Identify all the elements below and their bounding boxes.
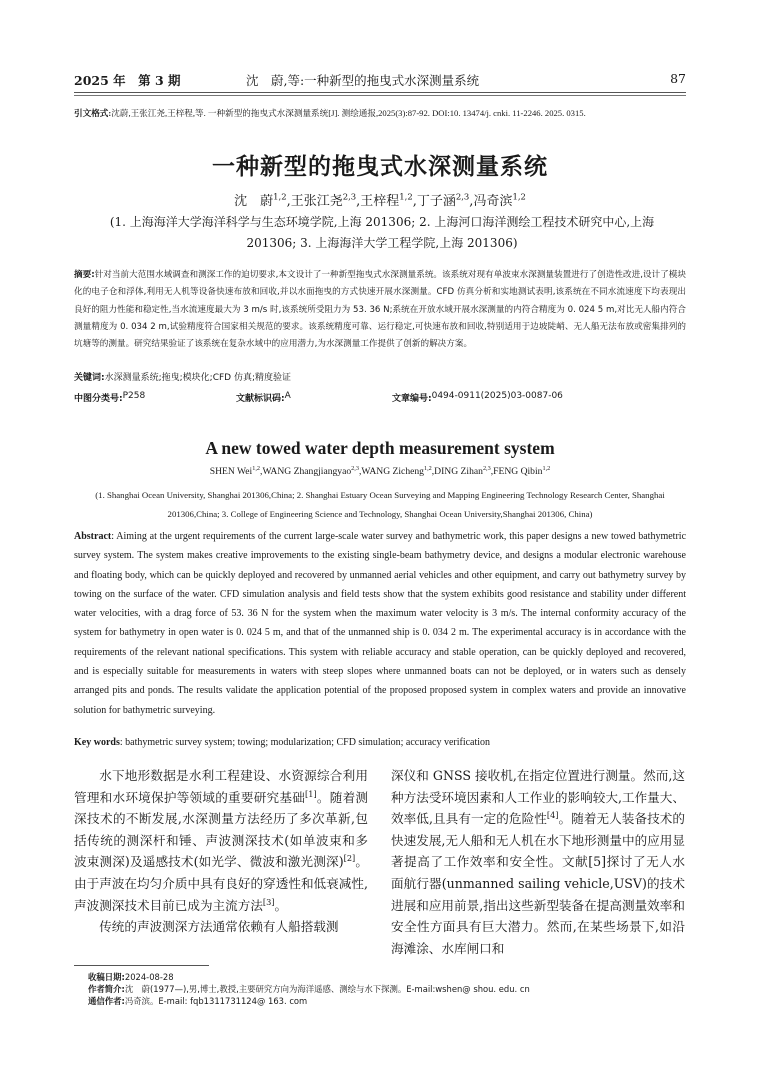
received-date [88, 971, 688, 983]
article-no-value: 0494-0911(2025)03-0087-06 [431, 391, 563, 401]
document-code [236, 391, 291, 404]
body-text: 。随着无人装备技术的快速发展,无人船和无人机在水下地形测量中的应用显著提高了工作效率和安全性。文献[5]探讨了无人水面航行器(unmanned sailing vehicle,USV)的技术进展和应用前景,指出这些新型装备在提高测量效率和安全性方面具有巨大潜力。然而,在某些场景下,如沿海滩涂、水库闸口和 [391, 811, 685, 956]
author-name: 丁子涵 [416, 194, 456, 209]
clc-number [74, 391, 146, 404]
reference-marker[interactable]: [4] [546, 810, 559, 820]
author-name-en: WANG Zhangjiangyao [262, 466, 352, 477]
reference-marker[interactable]: [3] [262, 896, 275, 907]
doc-code-value: A [284, 391, 291, 401]
body-text: 。 [274, 897, 288, 913]
classification-line [74, 391, 686, 405]
abstract-en-text: Aiming at the urgent requirements of the current large-scale water survey and bathymetric work, this paper designs a new towed bathymetric survey system. The system makes creative improvements to the existing single-beam bathymetry device, and designs a modular electronic warehouse and floating body, which can be quickly deployed and recovered by unmanned aerial vehicles and other equipment, and carry out bathymetry survey by towing on the surface of the water. CFD simulation analysis and field tests show that the system exhibits good resistance and stability under different water velocities, with a drag force of 53. 36 N for the system when the maximum water velocity is 3 m/s. The internal conformity accuracy of the system for bathymetry in open water is 0. 024 5 m, and that of the unmanned ship is 0. 034 2 m. The experimental accuracy is in accordance with the requirements of the relevant national specifications. This system with reliable accuracy and stable operation, can be quickly deployed and recovered, and is especially suitable for measurements in waters with steep slopes where unmanned boats can not be deployed, or in waters such as densely arranged pits and ponds. The results validate the application potential of the proposed proposed system in complex waters and provide an innovative solution for bathymetric surveying. [74, 531, 687, 716]
author-affiliation-sup: 1,2 [512, 191, 526, 202]
doc-code-label: 文献标识码: [236, 394, 285, 404]
keywords-en-sep: : [119, 737, 126, 748]
header-rule [74, 92, 686, 93]
keywords-cn [74, 370, 686, 383]
body-text: 传统的声波测深方法通常依赖有人船搭载测 [99, 919, 339, 935]
corr-value: 冯奇滨。E-mail: fqb1311731124@ 163. com [124, 996, 308, 1007]
paper-title-en: A new towed water depth measurement system [205, 438, 555, 458]
footnotes [88, 971, 688, 1008]
author-name: 沈 蔚 [234, 194, 274, 209]
author-affiliation-sup: 2,3 [351, 464, 359, 472]
footnote-rule [74, 965, 209, 966]
author-name-en: FENG Qibin [493, 466, 543, 477]
author-name: 王张江尧 [290, 194, 343, 209]
authors-en: SHEN Wei$^{1,2}$,WANG Zhangjiangyao$^{2,3}$,WANG Zicheng$^{1,2}$,DING Zihan$^{2,3}$,FENG Qibin$^{1,2}$ [209, 464, 551, 477]
author-affiliation-sup: 1,2 [252, 464, 261, 472]
article-number [392, 391, 563, 404]
page-number: 87 [670, 71, 686, 86]
keywords-en-text: bathymetric survey system; towing; modularization; CFD simulation; accuracy verification [125, 737, 491, 748]
keywords-cn-label: 关键词: [74, 373, 105, 383]
keywords-en-label: Key words [74, 737, 120, 748]
author-affiliation-sup: 2,3 [482, 464, 491, 472]
running-title: 沈 蔚,等:一种新型的拖曳式水深测量系统 [246, 73, 480, 88]
body-paragraph [74, 916, 368, 938]
reference-marker[interactable]: [2] [343, 853, 356, 864]
abstract-en [74, 527, 686, 720]
abstract-en-label: Abstract [74, 531, 112, 542]
journal-issue: 2025 年 第 3 期 [74, 73, 181, 88]
author-affiliation-sup: 1,2 [399, 191, 413, 202]
paper-title-cn: 一种新型的拖曳式水深测量系统 [212, 153, 548, 180]
body-column-right [391, 765, 685, 959]
article-no-label: 文章编号: [392, 394, 432, 404]
author-name-en: WANG Zicheng [361, 466, 424, 477]
citation-label: 引文格式: [74, 108, 112, 118]
abstract-en-sep: : [111, 531, 117, 542]
bio-label: 作者简介: [88, 984, 125, 995]
body-text: 。由于声波在均匀介质中具有良好的穿透性和低衰减性,声波测深技术目前已成为主流方法 [74, 854, 368, 913]
received-value: 2024-08-28 [124, 972, 174, 982]
received-label: 收稿日期: [88, 972, 125, 982]
body-text: 水下地形数据是水利工程建设、水资源综合利用管理和水环境保护等领域的重要研究基础 [74, 768, 368, 805]
author-name: 王梓程 [360, 194, 400, 209]
corr-label: 通信作者: [88, 996, 125, 1007]
body-text: 。随着测深技术的不断发展,水深测量方法经历了多次革新,包括传统的测深杆和锤、声波测深技术(如单波束和多波束测深)及遥感技术(如光学、微波和激光测深) [74, 789, 368, 870]
body-paragraph [74, 765, 368, 916]
author-name-en: DING Zihan [434, 466, 483, 477]
keywords-en [74, 737, 686, 748]
keywords-cn-text: 水深测量系统;拖曳;模块化;CFD 仿真;精度验证 [104, 373, 291, 383]
author-name: 冯奇滨 [473, 194, 513, 209]
bio-value: 沈 蔚(1977—),男,博士,教授,主要研究方向为海洋遥感、测绘与水下探测。E-mail:wshen@ shou. edu. cn [124, 984, 530, 995]
affiliations-cn: (1. 上海海洋大学海洋科学与生态环境学院,上海 201306; 2. 上海河口海洋测绘工程技术研究中心,上海 201306; 3. 上海海洋大学工程学院,上海 201306) [109, 215, 655, 250]
author-affiliation-sup: 2,3 [342, 191, 357, 202]
running-header [74, 71, 686, 89]
clc-label: 中图分类号: [74, 394, 123, 404]
author-affiliation-sup: 1,2 [273, 191, 287, 202]
body-paragraph [391, 765, 685, 959]
clc-value: P258 [122, 391, 146, 401]
author-bio [88, 983, 688, 995]
citation-text: 沈蔚,王张江尧,王梓程,等. 一种新型的拖曳式水深测量系统[J]. 测绘通报,2025(3):87-92. DOI:10. 13474/j. cnki. 11-2246. 2025. 0315. [111, 108, 586, 118]
authors-cn: 沈 蔚$^{1,2}$,王张江尧$^{2,3}$,王梓程$^{1,2}$,丁子涵$^{2,3}$,冯奇滨$^{1,2}$ [234, 191, 526, 209]
abstract-cn [74, 267, 686, 353]
author-affiliation-sup: 1,2 [542, 464, 551, 472]
affiliations-en: (1. Shanghai Ocean University, Shanghai 201306,China; 2. Shanghai Estuary Ocean Surveying and Mapping Engineering Technology Research Center, Shanghai 201306,China; 3. College of Engineering Science and Technology, Shanghai Ocean University,Shanghai 201306, China) [95, 490, 665, 519]
author-name-en: SHEN Wei [209, 466, 253, 477]
body-text: 深仪和 GNSS 接收机,在指定位置进行测量。然而,这种方法受环境因素和人工作业的影响较大,工作量大、效率低,且具有一定的危险性 [391, 768, 685, 827]
author-affiliation-sup: 1,2 [423, 464, 432, 472]
header-rule-thin [74, 95, 686, 96]
abstract-cn-label: 摘要: [74, 270, 95, 280]
abstract-cn-text: 针对当前大范围水域调查和测深工作的迫切要求,本文设计了一种新型拖曳式水深测量系统。该系统对现有单波束水深测量装置进行了创造性改进,设计了模块化的电子仓和浮体,利用无人机等设备快速布放和回收,并以水面拖曳的方式快速开展水深测量。CFD 仿真分析和实地测试表明,该系统在不同水流速度下均表现出良好的阻力性能和稳定性,当水流速度最大为 3 m/s 时,该系统所受阻力为 53. 36 N;系统在开放水域开展水深测量的内符合精度为 0. 024 5 m,对比无人船内符合测量精度为 0. 034 2 m,试验精度符合国家相关规范的要求。该系统精度可靠、运行稳定,可快速布放和回收,特别适用于边坡陡峭、无人船无法布放或密集排列的坑塘等的测量。研究结果验证了该系统在复杂水域中的应用潜力,为水深测量工作提供了创新的解决方案。 [74, 270, 687, 350]
citation-format [74, 106, 686, 121]
author-affiliation-sup: 2,3 [455, 191, 470, 202]
body-column-left [74, 765, 368, 938]
corresponding-author [88, 995, 688, 1007]
reference-marker[interactable]: [1] [305, 788, 317, 799]
